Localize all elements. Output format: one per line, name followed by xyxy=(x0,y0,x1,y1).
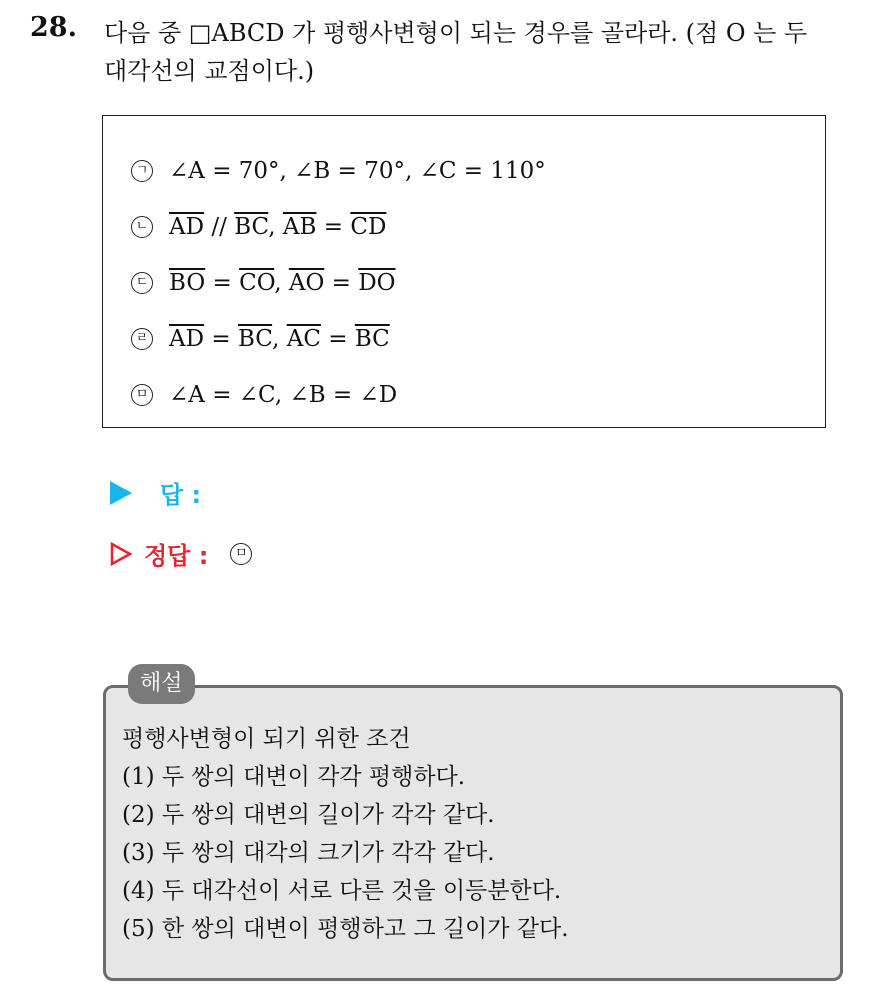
choice-marker: ㄹ xyxy=(131,328,153,350)
choice-part: , xyxy=(272,326,287,352)
choice-text xyxy=(169,326,390,352)
question-number: 28. xyxy=(30,12,77,43)
play-triangle-icon xyxy=(110,481,132,505)
explanation-line: (4) 두 대각선이 서로 다른 것을 이등분한다. xyxy=(122,878,562,904)
segment-label: $\overline{BC}$ xyxy=(237,326,273,352)
choice-4 xyxy=(131,326,390,352)
choice-part: // xyxy=(204,214,235,240)
choice-marker: ㅁ xyxy=(131,384,153,406)
explanation-line: (1) 두 쌍의 대변이 각각 평행하다. xyxy=(122,764,466,790)
answer-row xyxy=(110,475,201,510)
choice-text xyxy=(169,270,396,296)
explanation-line: (2) 두 쌍의 대변의 길이가 각각 같다. xyxy=(122,802,495,828)
choice-5 xyxy=(131,382,397,408)
segment-label: $\overline{CD}$ xyxy=(350,214,387,240)
question-line-1: 다음 중 □ABCD 가 평행사변형이 되는 경우를 골라라. (점 O 는 두 xyxy=(104,19,808,47)
correct-answer-row xyxy=(110,536,252,571)
segment-label: $\overline{AD}$ xyxy=(169,214,205,240)
segment-label: $\overline{BO}$ xyxy=(169,270,206,296)
explanation-line: (5) 한 쌍의 대변이 평행하고 그 길이가 같다. xyxy=(122,916,569,942)
explanation-line: 평행사변형이 되기 위한 조건 xyxy=(122,726,411,752)
choice-3 xyxy=(131,270,396,296)
answer-label: 답 : xyxy=(160,481,202,509)
choice-marker: ㄷ xyxy=(131,272,153,294)
question-text xyxy=(104,14,874,90)
choice-part: , xyxy=(274,270,289,296)
choice-part: = xyxy=(316,214,351,240)
choices-box xyxy=(102,115,826,428)
choice-part: = xyxy=(205,270,240,296)
correct-answer-marker: ㅁ xyxy=(230,543,252,565)
choice-part: ∠A = ∠C, ∠B = ∠D xyxy=(169,382,398,408)
segment-label: $\overline{CO}$ xyxy=(239,270,275,296)
choice-part: = xyxy=(204,326,238,352)
segment-label: $\overline{BC}$ xyxy=(354,326,390,352)
choice-part: = xyxy=(320,326,355,352)
choice-1 xyxy=(131,158,546,184)
outline-triangle-icon xyxy=(110,542,132,566)
correct-answer-value xyxy=(230,543,252,565)
correct-answer-label: 정답 : xyxy=(144,542,209,570)
choice-part: ∠A = 70°, ∠B = 70°, ∠C = 110° xyxy=(169,158,546,184)
explanation-line: (3) 두 쌍의 대각의 크기가 각각 같다. xyxy=(122,840,495,866)
segment-label: $\overline{AD}$ xyxy=(169,326,205,352)
explanation-tab: 해설 xyxy=(128,664,195,704)
choice-2 xyxy=(131,214,386,240)
question-line-2: 대각선의 교점이다.) xyxy=(104,57,315,85)
choice-text xyxy=(169,382,397,408)
segment-label: $\overline{AB}$ xyxy=(282,214,317,240)
choice-part: , xyxy=(268,214,283,240)
segment-label: $\overline{BC}$ xyxy=(234,214,269,240)
choice-text xyxy=(169,158,546,184)
choice-marker: ㄴ xyxy=(131,216,153,238)
segment-label: $\overline{AO}$ xyxy=(288,270,325,296)
choice-marker: ㄱ xyxy=(131,160,153,182)
choice-text xyxy=(169,214,386,240)
choice-part: = xyxy=(324,270,359,296)
segment-label: $\overline{AC}$ xyxy=(286,326,321,352)
segment-label: $\overline{DO}$ xyxy=(358,270,396,296)
